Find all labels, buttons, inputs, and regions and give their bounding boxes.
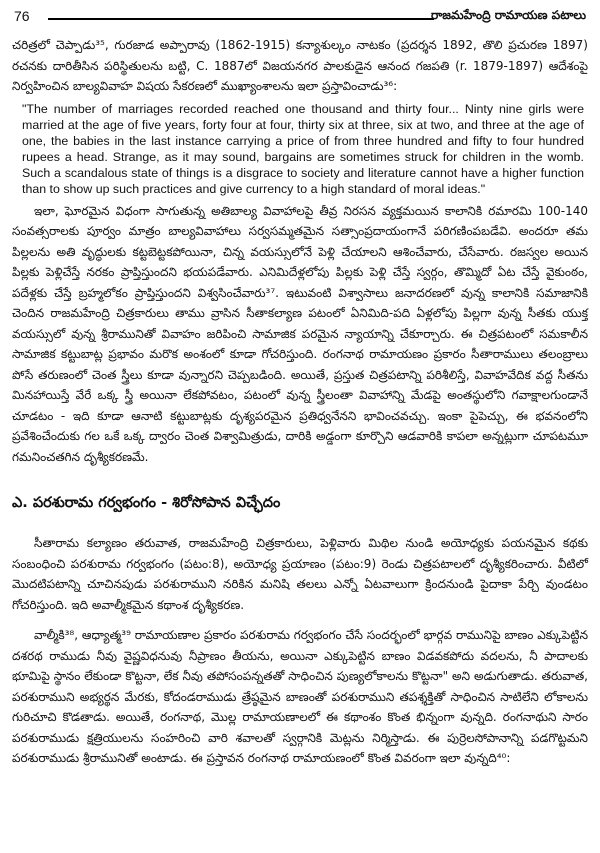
section-heading: ఎ. పరశురామ గర్వభంగం - శిరోసోపాన విచ్ఛేదం [12,495,281,511]
page-number: 76 [14,8,30,24]
section-paragraph: వాల్మీకి³⁸, ఆధ్యాత్మ³⁹ రామాయణాల ప్రకారం పరశురామ గర్వభంగం చేసే సందర్భంలో భార్గవ రామునిపై బాణం ఎక్కుపెట్టిన దశరథ రాముడు నీవు వైష్ణవిధనువు నీప్రాణం తీయను, అయినా ఎక్కుపెట్టిన బాణం విడవకపోదు వదలను, నీ పాదాలకు భూమిపై స్థానం లేకుండా కొట్టనా, లేక నీవు తపోసంపన్నతతో సాధించిన పుణ్యలోకాలను కొట్టనా" అని అడుగుతాడు. తరువాత, పరశురాముని అభ్యర్థన మేరకు, కోదండరాముడు త్రేష్ఠమైన బాణంతో పరశురాముని తపశ్శక్తితో సాధించిన సాటిలేని లోకాలను గురిచూచి కొడతాడు. అయితే, రంగనాథ, మొల్ల రామాయణాలలో ఈ కథాంశం కొంత భిన్నంగా వున్నది. రంగనాథుని సారం పరశురాముడు క్షత్రియులను సంహరించి వారి శవాలతో స్వర్గానికి మెట్లను నిర్మిస్తాడు. ఈ పుర్రెలసోపానాన్ని పడగొట్టమని పరశురాముడు శ్రీరామునితో అంటాడు. ఈ ప్రస్తావన రంగనాథ రామాయణంలో కొంత వివరంగా ఇలా వున్నది⁴⁰: [12,628,588,765]
block-quote: "The number of marriages recorded reached one thousand and thirty four... Ninty nine girls were married at the age of five years, forty four at four, thirty six at three, six at two, and three at the age of one, the babies in the last instance carrying a price of from three hundred and fifty to four hundred rupees a head. Strange, as it may sound, bargains are sometimes struck for children in the womb. Such a scandalous state of things is a disgrace to society and literature cannot have a higher function than to show up such practices and give currency to a high standard of moral ideas." [22,101,584,196]
intro-paragraph: చరిత్రలో చెప్పాడు³⁵, గురజాడ అప్పారావు (1862-1915) కన్యాశుల్కం నాటకం (ప్రదర్శన 1892, తొలి ప్రచురణ 1897) రచనకు దారితీసిన పరిస్థితులను బట్టి, C. 1887లో విజయనగర పాలకుడైన ఆనంద గజపతి (r. 1879-1897) ఆదేశంపై నిర్వహించిన బాల్యవివాహ విషయ సేకరణలో ముఖ్యాంశాలను ఇలా ప్రస్తావించాడు³⁶: [12,38,588,93]
page-header [14,8,586,28]
child-marriage-paragraph: ఇలా, ఘోరమైన విధంగా సాగుతున్న అతిబాల్య వివాహాలపై తీవ్ర నిరసన వ్యక్తమయిన కాలానికి రమారమి 100-140 సంవత్సరాలకు పూర్వం మాత్రం బాల్యవివాహాలు సర్వసమ్మతమైన సత్సాంప్రదాయంగానే పరిగణింపబడేవి. అందరూ తమ పిల్లలను అతి వృద్ధులకు కట్టబెట్టకపోయినా, చిన్న వయస్సులోనే పెళ్లి చేయాలని ఆశించేవారు, చేసేవారు. రజస్వల అయిన పిల్లకు పెళ్లిచేస్తే నరకం ప్రాప్తిస్తుందని భయపడేవారు. ఎనిమిదేళ్లలోపు పిల్లకు పెళ్లి చేస్తే స్వర్గం, తొమ్మిదో ఏట చేస్తే వైకుంఠం, పదేళ్లకు చేస్తే బ్రహ్మలోకం ప్రాప్తిస్తుందని విశ్వసించేవారు³⁷. ఇటువంటి విశ్వాసాలు జనాదరణలో వున్న కాలానికి సమాజానికి చెందిన రాజమహేంద్రి చిత్రకారులు తాము వ్రాసిన సీతాకల్యాణ పటంలో ఏనిమిది-పది ఏళ్లలోపు పిల్లగా వున్న సీతకు యుక్త వయస్సులో వున్న శ్రీరామునితో వివాహం జరిపించి సామాజిక పరమైన న్యాయాన్ని చేకూర్చారు. ఈ చిత్రపటంలో సమకాలీన సామాజిక కట్టుబాట్ల ప్రభావం మరొక అంశంలో కూడా గోచరిస్తుంది. రంగనాథ రామాయణం ప్రకారం సీతారాములు తలంబ్రాలు పోసే తరుణంలో చెంత స్త్రీలు కూడా వున్నారని చెప్పబడింది. అయితే, ప్రస్తుత చిత్రపటాన్ని పరిశీలిస్తే, వివాహవేదిక వద్ద సీతను మినహాయిస్తే వేరే ఒక్క స్త్రీ అయినా లేకపోవటం, పటంలో వున్న స్త్రీలంతా వివాహాన్ని మేడపై అంతస్థులోని గవాక్షాలగుండానే చూడటం - ఇది కూడా ఆనాటి కట్టుబాట్లకు దృశ్యపరమైన ప్రతిధ్వనేనని భావించవచ్చు. ఇంకా పైపెచ్చు, ఈ భవనంలోని ప్రవేశించేందుకు గల ఒకే ఒక్క ద్వారం చెంత విశ్వామిత్రుడు, దారికి అడ్డంగా కూర్చొని ఆడవారికి కాపలా అన్నట్లుగా చూపటమూ గమనించతగిన దృశ్యీకరణమే. [12,203,588,464]
paragraph-gap [12,615,588,625]
header-rule [48,18,434,20]
section-paragraph: సీతారామ కల్యాణం తరువాత, రాజమహేంద్రి చిత్రకారులు, పెళ్లివారు మిథిల నుండి అయోధ్యకు పయనమైన కథకు సంబంధించి పరశురామ గర్వభంగం (పటం:8), అయోధ్య ప్రయాణం (పటం:9) రెండు చిత్రపటాలలో దృశ్యీకరించారు. వీటిలో మొదటిపటాన్ని చూచినపుడు పరశురాముని నరికిన మనిషి తలలు ఎన్నో ఏటవాలుగా క్రిందనుండి పైదాకా పేర్చి వుండటం గోచరిస్తుంది. ఇది అవాల్మీకమైన కథాంశ దృశ్యీకరణ. [12,536,588,612]
running-title: రాజమహేంద్రి రామాయణ పటాలు [431,8,586,22]
page-body [12,35,588,769]
